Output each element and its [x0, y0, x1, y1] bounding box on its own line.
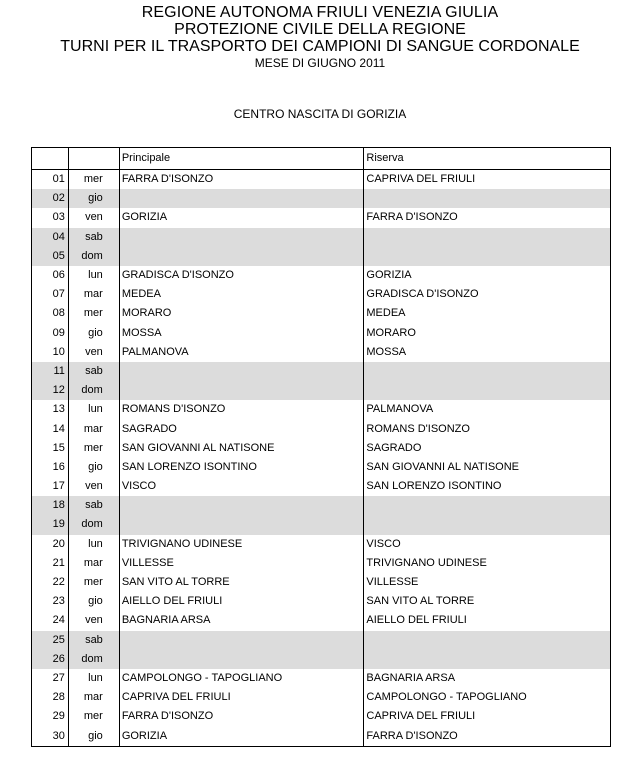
- day-number-cell: 02: [32, 189, 69, 208]
- riserva-cell: AIELLO DEL FRIULI: [364, 611, 611, 630]
- principale-cell: BAGNARIA ARSA: [119, 611, 364, 630]
- table-row: [32, 477, 611, 496]
- day-number-cell: 18: [32, 496, 69, 515]
- weekday-cell: mar: [68, 688, 119, 707]
- principale-cell: AIELLO DEL FRIULI: [119, 592, 364, 611]
- day-number-cell: 27: [32, 669, 69, 688]
- day-number-cell: 01: [32, 170, 69, 190]
- riserva-cell: [364, 650, 611, 669]
- day-number-cell: 13: [32, 400, 69, 419]
- riserva-cell: PALMANOVA: [364, 400, 611, 419]
- weekday-cell: lun: [68, 400, 119, 419]
- riserva-cell: MEDEA: [364, 304, 611, 323]
- day-number-cell: 14: [32, 419, 69, 438]
- table-header-row: [32, 148, 611, 170]
- principale-cell: [119, 247, 364, 266]
- weekday-cell: gio: [68, 726, 119, 746]
- weekday-cell: sab: [68, 496, 119, 515]
- table-row: [32, 324, 611, 343]
- weekday-cell: mar: [68, 285, 119, 304]
- table-row: [32, 631, 611, 650]
- table-row: [32, 400, 611, 419]
- weekday-cell: ven: [68, 611, 119, 630]
- table-row: [32, 496, 611, 515]
- weekday-cell: ven: [68, 208, 119, 227]
- weekday-cell: dom: [68, 247, 119, 266]
- principale-cell: GORIZIA: [119, 208, 364, 227]
- region-title: REGIONE AUTONOMA FRIULI VENEZIA GIULIA: [141, 4, 499, 21]
- principale-cell: SAN VITO AL TORRE: [119, 573, 364, 592]
- weekday-cell: mar: [68, 419, 119, 438]
- document-header: [0, 4, 640, 70]
- weekday-cell: lun: [68, 535, 119, 554]
- weekday-cell: ven: [68, 343, 119, 362]
- principale-cell: [119, 189, 364, 208]
- table-row: [32, 381, 611, 400]
- table-row: [32, 304, 611, 323]
- day-number-cell: 16: [32, 458, 69, 477]
- riserva-cell: BAGNARIA ARSA: [364, 669, 611, 688]
- riserva-cell: ROMANS D'ISONZO: [364, 419, 611, 438]
- table-row: [32, 362, 611, 381]
- riserva-cell: [364, 228, 611, 247]
- table-row: [32, 592, 611, 611]
- table-row: [32, 611, 611, 630]
- day-number-cell: 25: [32, 631, 69, 650]
- principale-cell: [119, 496, 364, 515]
- day-number-cell: 26: [32, 650, 69, 669]
- table-row: [32, 343, 611, 362]
- day-number-cell: 04: [32, 228, 69, 247]
- header-day: [68, 148, 119, 170]
- day-number-cell: 21: [32, 554, 69, 573]
- riserva-cell: [364, 381, 611, 400]
- weekday-cell: lun: [68, 669, 119, 688]
- principale-cell: SAN GIOVANNI AL NATISONE: [119, 439, 364, 458]
- principale-cell: [119, 515, 364, 534]
- principale-cell: [119, 631, 364, 650]
- day-number-cell: 17: [32, 477, 69, 496]
- riserva-cell: FARRA D'ISONZO: [364, 208, 611, 227]
- principale-cell: SAGRADO: [119, 419, 364, 438]
- principale-cell: [119, 381, 364, 400]
- weekday-cell: gio: [68, 189, 119, 208]
- weekday-cell: mer: [68, 439, 119, 458]
- principale-cell: PALMANOVA: [119, 343, 364, 362]
- riserva-cell: GORIZIA: [364, 266, 611, 285]
- table-row: [32, 170, 611, 190]
- day-number-cell: 28: [32, 688, 69, 707]
- table-row: [32, 669, 611, 688]
- day-number-cell: 29: [32, 707, 69, 726]
- day-number-cell: 07: [32, 285, 69, 304]
- principale-cell: CAPRIVA DEL FRIULI: [119, 688, 364, 707]
- riserva-cell: [364, 631, 611, 650]
- riserva-cell: CAMPOLONGO - TAPOGLIANO: [364, 688, 611, 707]
- day-number-cell: 08: [32, 304, 69, 323]
- riserva-cell: GRADISCA D'ISONZO: [364, 285, 611, 304]
- weekday-cell: ven: [68, 477, 119, 496]
- table-row: [32, 515, 611, 534]
- riserva-cell: SAN VITO AL TORRE: [364, 592, 611, 611]
- day-number-cell: 24: [32, 611, 69, 630]
- weekday-cell: lun: [68, 266, 119, 285]
- principale-cell: TRIVIGNANO UDINESE: [119, 535, 364, 554]
- principale-cell: SAN LORENZO ISONTINO: [119, 458, 364, 477]
- principale-cell: VISCO: [119, 477, 364, 496]
- weekday-cell: sab: [68, 631, 119, 650]
- table-row: [32, 208, 611, 227]
- day-number-cell: 23: [32, 592, 69, 611]
- riserva-cell: [364, 247, 611, 266]
- riserva-cell: FARRA D'ISONZO: [364, 726, 611, 746]
- principale-cell: [119, 228, 364, 247]
- weekday-cell: sab: [68, 228, 119, 247]
- riserva-cell: CAPRIVA DEL FRIULI: [364, 707, 611, 726]
- riserva-cell: SAN LORENZO ISONTINO: [364, 477, 611, 496]
- day-number-cell: 03: [32, 208, 69, 227]
- table-row: [32, 650, 611, 669]
- weekday-cell: gio: [68, 458, 119, 477]
- principale-cell: FARRA D'ISONZO: [119, 170, 364, 190]
- weekday-cell: mar: [68, 554, 119, 573]
- day-number-cell: 12: [32, 381, 69, 400]
- table-row: [32, 419, 611, 438]
- department-title: PROTEZIONE CIVILE DELLA REGIONE: [174, 21, 466, 38]
- table-row: [32, 688, 611, 707]
- day-number-cell: 15: [32, 439, 69, 458]
- weekday-cell: gio: [68, 324, 119, 343]
- riserva-cell: VISCO: [364, 535, 611, 554]
- day-number-cell: 05: [32, 247, 69, 266]
- riserva-cell: SAN GIOVANNI AL NATISONE: [364, 458, 611, 477]
- principale-cell: GORIZIA: [119, 726, 364, 746]
- header-principale: Principale: [119, 148, 364, 170]
- table-row: [32, 458, 611, 477]
- riserva-cell: MORARO: [364, 324, 611, 343]
- riserva-cell: [364, 496, 611, 515]
- principale-cell: MORARO: [119, 304, 364, 323]
- table-row: [32, 247, 611, 266]
- table-row: [32, 707, 611, 726]
- weekday-cell: mer: [68, 304, 119, 323]
- principale-cell: [119, 362, 364, 381]
- table-row: [32, 535, 611, 554]
- riserva-cell: CAPRIVA DEL FRIULI: [364, 170, 611, 190]
- month-title: MESE DI GIUGNO 2011: [254, 56, 386, 70]
- day-number-cell: 11: [32, 362, 69, 381]
- weekday-cell: gio: [68, 592, 119, 611]
- day-number-cell: 22: [32, 573, 69, 592]
- header-riserva: Riserva: [364, 148, 611, 170]
- centre-title: CENTRO NASCITA DI GORIZIA: [233, 107, 407, 121]
- weekday-cell: dom: [68, 381, 119, 400]
- table-row: [32, 189, 611, 208]
- principale-cell: [119, 650, 364, 669]
- principale-cell: MOSSA: [119, 324, 364, 343]
- weekday-cell: sab: [68, 362, 119, 381]
- principale-cell: ROMANS D'ISONZO: [119, 400, 364, 419]
- weekday-cell: mer: [68, 170, 119, 190]
- riserva-cell: MOSSA: [364, 343, 611, 362]
- table-row: [32, 285, 611, 304]
- riserva-cell: SAGRADO: [364, 439, 611, 458]
- day-number-cell: 20: [32, 535, 69, 554]
- principale-cell: MEDEA: [119, 285, 364, 304]
- day-number-cell: 19: [32, 515, 69, 534]
- principale-cell: VILLESSE: [119, 554, 364, 573]
- principale-cell: CAMPOLONGO - TAPOGLIANO: [119, 669, 364, 688]
- riserva-cell: [364, 189, 611, 208]
- weekday-cell: mer: [68, 707, 119, 726]
- day-number-cell: 06: [32, 266, 69, 285]
- table-row: [32, 726, 611, 746]
- table-row: [32, 228, 611, 247]
- riserva-cell: VILLESSE: [364, 573, 611, 592]
- day-number-cell: 30: [32, 726, 69, 746]
- schedule-title: TURNI PER IL TRASPORTO DEI CAMPIONI DI SANGUE CORDONALE: [60, 38, 580, 55]
- weekday-cell: dom: [68, 515, 119, 534]
- header-num: [32, 148, 69, 170]
- weekday-cell: mer: [68, 573, 119, 592]
- table-row: [32, 573, 611, 592]
- table-row: [32, 266, 611, 285]
- table-row: [32, 439, 611, 458]
- riserva-cell: TRIVIGNANO UDINESE: [364, 554, 611, 573]
- day-number-cell: 09: [32, 324, 69, 343]
- principale-cell: GRADISCA D'ISONZO: [119, 266, 364, 285]
- riserva-cell: [364, 362, 611, 381]
- table-row: [32, 554, 611, 573]
- schedule-table: [31, 147, 611, 747]
- weekday-cell: dom: [68, 650, 119, 669]
- day-number-cell: 10: [32, 343, 69, 362]
- principale-cell: FARRA D'ISONZO: [119, 707, 364, 726]
- riserva-cell: [364, 515, 611, 534]
